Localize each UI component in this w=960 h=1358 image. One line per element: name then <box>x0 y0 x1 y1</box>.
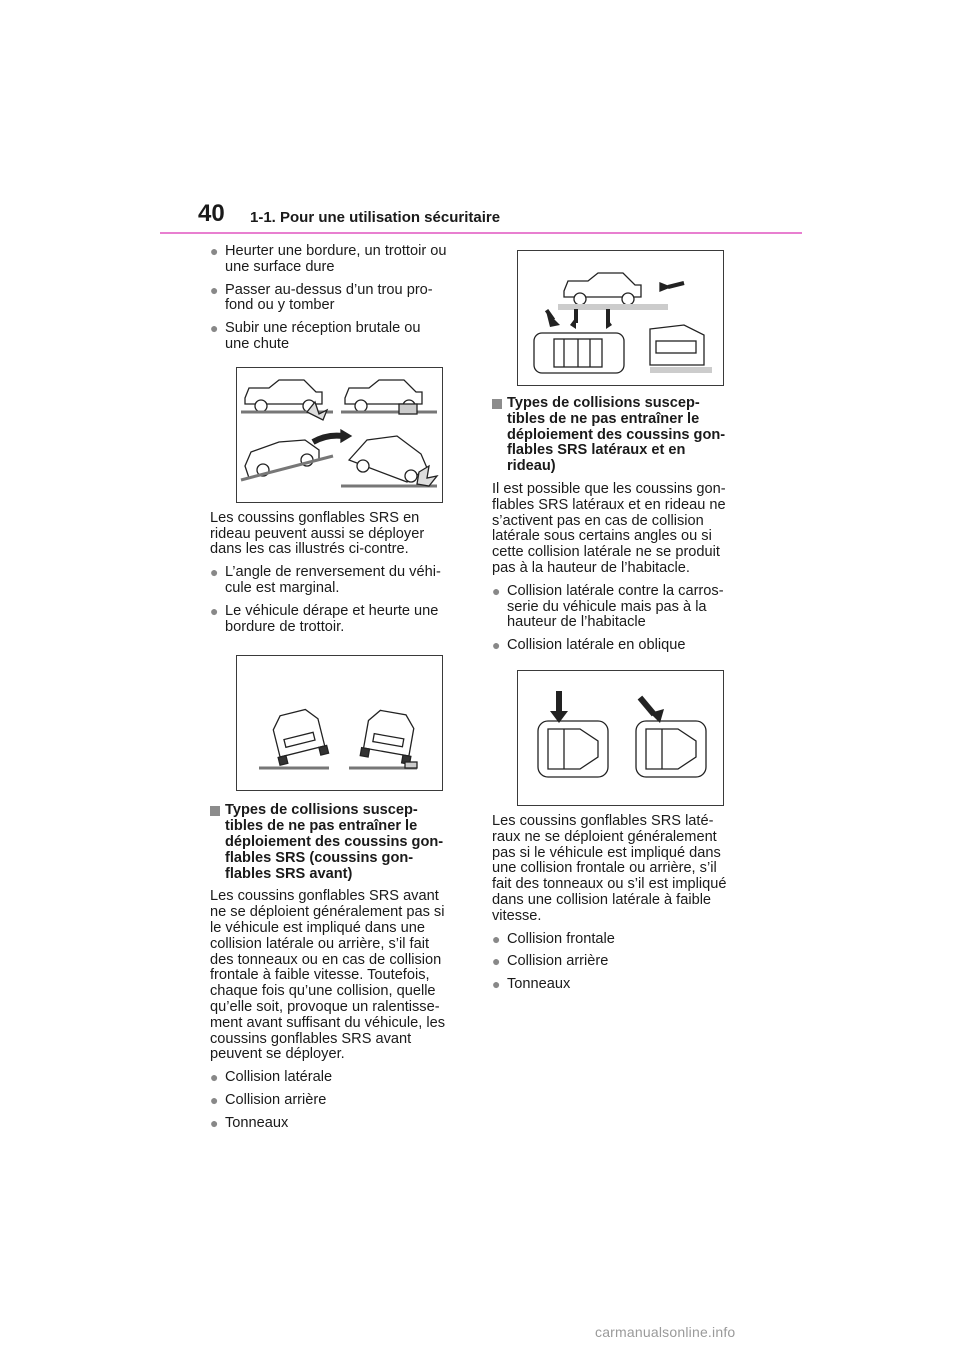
bullet-icon: ● <box>492 930 501 947</box>
final-paragraph: Les coussins gonflables SRS laté- raux ne se déploient généralement pas si le véhicule est impliqué dans une collision frontale ou arrière, s’il fait des tonneaux ou s’il est impliqué dans une collision latérale à faible vitesse. <box>492 812 727 924</box>
side-paragraph: Il est possible que les coussins gon- flables SRS latéraux et en rideau ne s’activent pas en cas de collision latérale sous certains angles ou si cette collision latérale ne se produit pas à la hauteur de l’habitacle. <box>492 480 726 576</box>
heading-square-icon <box>492 399 502 409</box>
front-heading: Types de collisions suscep- tibles de ne pas entraîner le déploiement des coussins gon- flables SRS (coussins gon- flables SRS avant) <box>210 803 466 882</box>
bullet-icon: ● <box>210 602 219 619</box>
bullet-item: ● Collision latérale contre la carros- serie du véhicule mais pas à la hauteur de l’habitacle <box>492 582 724 631</box>
bullet-icon: ● <box>210 564 219 581</box>
bullet-item: ● Le véhicule dérape et heurte une bordure de trottoir. <box>210 602 439 635</box>
bullet-item: ● Collision latérale en oblique <box>492 637 686 654</box>
figure-curb-impacts <box>236 367 443 503</box>
bullet-item: ● L’angle de renversement du véhi- cule est marginal. <box>210 564 441 596</box>
bullet-item: ● Tonneaux <box>492 976 571 993</box>
bullet-icon: ● <box>210 281 219 298</box>
left-column <box>210 244 466 1139</box>
right-column <box>492 244 748 1000</box>
figure-side-collisions <box>517 670 724 806</box>
front-paragraph: Les coussins gonflables SRS avant ne se déploient généralement pas si le véhicule est impliqué dans une collision latérale ou arrière, s’il fait des tonneaux ou en cas de collision frontale à faible vitesse. Toutefois, chaque fois qu’une collision, quelle qu’elle soit, provoque un ralentisse- ment avant suffisant du véhicule, les coussins gonflables SRS avant peuvent se déployer. <box>210 888 445 1063</box>
bullet-item: ● Subir une réception brutale ou une chute <box>210 320 421 352</box>
bullet-item: ● Tonneaux <box>210 1114 289 1131</box>
bullet-icon: ● <box>210 243 219 259</box>
bullet-item: ● Passer au-dessus d’un trou pro- fond ou y tomber <box>210 281 433 314</box>
section-title: 1-1. Pour une utilisation sécuritaire <box>250 209 501 226</box>
bullet-icon: ● <box>492 637 501 654</box>
bullet-item: ● Collision arrière <box>492 953 609 970</box>
figure-rollover-angle <box>236 655 443 791</box>
header-rule <box>160 232 802 234</box>
bullet-icon: ● <box>492 582 501 599</box>
bullet-item: ● Collision arrière <box>210 1091 327 1108</box>
side-heading: Types de collisions suscep- tibles de ne pas entraîner le déploiement des coussins gon- flables SRS latéraux et en rideau) <box>492 396 748 475</box>
heading-square-icon <box>210 806 220 816</box>
bullet-icon: ● <box>210 1114 219 1131</box>
bullet-icon: ● <box>492 953 501 970</box>
bullet-item: ● Collision latérale <box>210 1069 333 1086</box>
bullet-icon: ● <box>210 1091 219 1108</box>
watermark: carmanualsonline.info <box>595 1324 736 1340</box>
curtain-paragraph: Les coussins gonflables SRS en rideau peuvent aussi se déployer dans les cas illustrés ci-contre. <box>210 509 425 558</box>
bullet-icon: ● <box>492 976 501 993</box>
bullet-icon: ● <box>210 1069 219 1086</box>
bullet-item: ● Collision frontale <box>492 930 615 947</box>
figure-front-rear-rollover <box>517 250 724 386</box>
page-number: 40 <box>198 200 225 227</box>
bullet-item: ● Heurter une bordure, un trottoir ou une surface dure <box>210 243 447 275</box>
bullet-icon: ● <box>210 320 219 337</box>
